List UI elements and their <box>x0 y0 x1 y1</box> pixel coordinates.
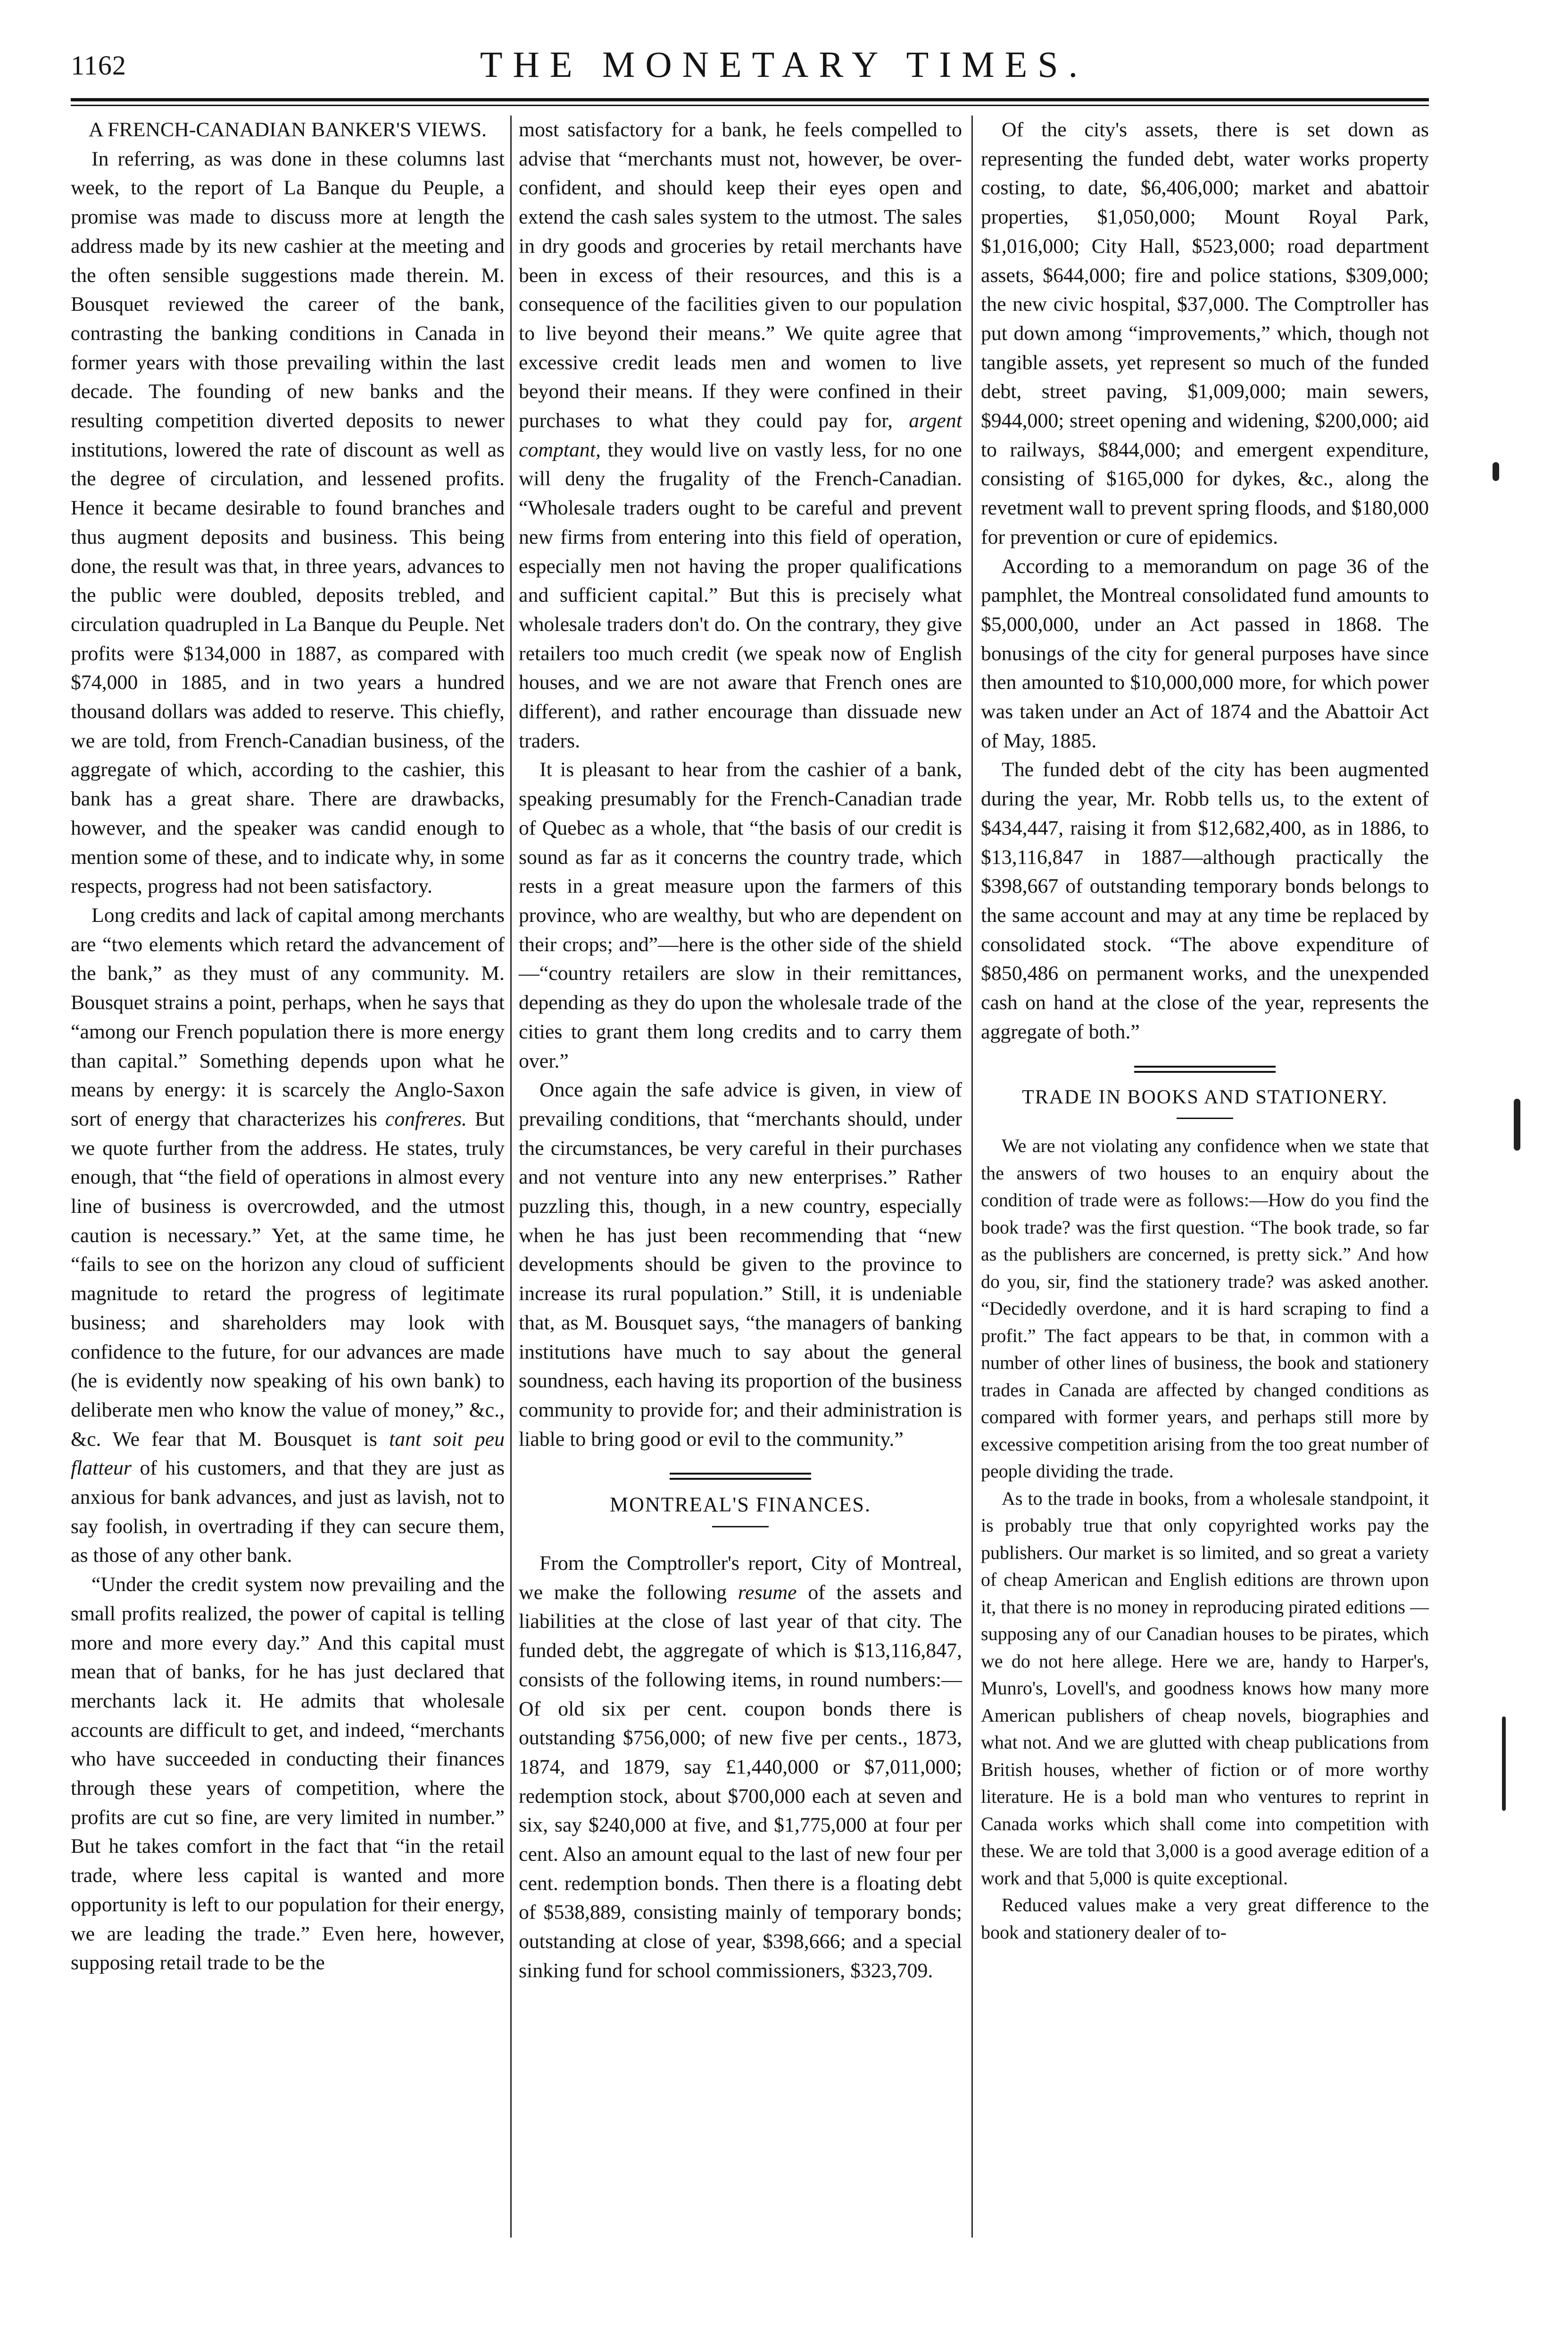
article-paragraph: As to the trade in books, from a wholesale standpoint, it is probably true that only copyrighted works pay the publishers. Our market is so limited, and so great a variety of cheap American and English editions are thrown upon it, that there is no money in reproducing pirated editions — supposing any of our Canadian houses to be pirates, which we do not here allege. Here we are, handy to Harper's, Munro's, Lovell's, and goodness knows how many more American publishers of cheap novels, biographies and what not. And we are glutted with cheap publications from British houses, whether of fiction or of more worthy literature. He is a bold man who ventures to reprint in Canada works which shall come into competition with these. We are told that 3,000 is a good average edition of a work and that 5,000 is quite exceptional. <box>981 1487 1429 1889</box>
column-divider-left <box>510 116 512 2238</box>
masthead-rule <box>71 98 1429 101</box>
margin-mark <box>1493 462 1499 481</box>
column-2 <box>519 116 962 1986</box>
italic-phrase: confreres. <box>385 1107 467 1130</box>
article-paragraph: Long credits and lack of capital among merchants are “two elements which retard the advancement of the bank,” as they must of any community. M. Bousquet strains a point, perhaps, when he says that “among our French population there is more energy than capital.” Something depends upon what he means by energy: it is scarcely the Anglo-Saxon sort of energy that characterizes his confreres. But we quote further from the address. He states, truly enough, that “the field of operations in almost every line of business is overcrowded, and the utmost caution is necessary.” Yet, at the same time, he “fails to see on the horizon any cloud of sufficient magnitude to retard the progress of legitimate business; and shareholders may look with confidence to the future, for our advances are made (he is evidently now speaking of his own bank) to deliberate men who know the value of money,” &c., &c. We fear that M. Bousquet is tant soit peu flatteur of his customers, and that they are just as anxious for bank advances, and just as lavish, not to say foolish, in overtrading if they can secure them, as those of any other bank. <box>71 904 505 1567</box>
italic-phrase: argent comptant, <box>519 409 962 461</box>
article-paragraph: Reduced values make a very great difference to the book and stationery dealer of to- <box>981 1894 1429 1943</box>
article-paragraph: The funded debt of the city has been augmented during the year, Mr. Robb tells us, to the extent of $434,447, raising it from $12,682,400, as in 1886, to $13,116,847 in 1887—although practically the $398,667 of outstanding temporary bonds belongs to the same account and may at any time be replaced by consolidated stock. “The above expenditure of $850,486 on permanent works, and the unexpended cash on hand at the close of the year, represents the aggregate of both.” <box>981 758 1429 1043</box>
margin-mark <box>1502 1716 1506 1811</box>
italic-phrase: resume <box>738 1581 797 1604</box>
title-underline <box>712 1526 769 1527</box>
article-paragraph: According to a memorandum on page 36 of the pamphlet, the Montreal consolidated fund amounts to $5,000,000, under an Act passed in 1868. The bonusings of the city for general purposes have since then amounted to $10,000,000 more, for which power was taken under an Act of 1874 and the Abattoir Act of May, 1885. <box>981 555 1429 752</box>
article-paragraph: We are not violating any confidence when we state that the answers of two houses to an enquiry about the condition of trade were as follows:—How do you find the book trade? was the first question. “The book trade, so far as the publishers are concerned, is pretty sick.” And how do you, sir, find the stationery trade? was asked another. “Decidedly overdone, and it is hard scraping to find a profit.” The fact appears to be that, in common with a number of other lines of business, the book and stationery trades in Canada are affected by changed conditions as compared with former years, and perhaps still more by excessive competition arising from the too great number of people dividing the trade. <box>981 1135 1429 1482</box>
section-separator <box>670 1473 811 1480</box>
article-paragraph: most satisfactory for a bank, he feels compelled to advise that “merchants must not, however, be over-confident, and should keep their eyes open and extend the cash sales system to the utmost. The sales in dry goods and groceries by retail merchants have been in excess of their resources, and this is a consequence of the facilities given to our population to live beyond their means.” We quite agree that excessive credit leads men and women to live beyond their means. If they were confined in their purchases to what they could pay for, argent comptant, they would live on vastly less, for no one will deny the frugality of the French-Canadian. “Wholesale traders ought to be careful and prevent new firms from entering into this field of operation, especially men not having the proper qualifications and sufficient capital.” But this is precisely what wholesale traders don't do. On the contrary, they give retailers too much credit (we speak now of English houses, and we are not aware that French ones are different), and rather encourage than dissuade new traders. <box>519 118 962 752</box>
page-number: 1162 <box>71 50 126 81</box>
article-title-books-stationery: TRADE IN BOOKS AND STATIONERY. <box>1022 1086 1388 1108</box>
article-paragraph: It is pleasant to hear from the cashier of a bank, speaking presumably for the French-Canadian trade of Quebec as a whole, that “the basis of our credit is sound as far as it concerns the country trade, which rests in a great measure upon the farmers of this province, who are wealthy, but who are dependent on their crops; and”—here is the other side of the shield—“country retailers are slow in their remittances, depending as they do upon the wholesale trade of the cities to grant them long credits and to carry them over.” <box>519 758 962 1072</box>
masthead: THE MONETARY TIMES. <box>480 44 1088 85</box>
article-paragraph: In referring, as was done in these columns last week, to the report of La Banque du Peuple, a promise was made to discuss more at length the address made by its new cashier at the meeting and the often sensible suggestions made therein. M. Bousquet reviewed the career of the bank, contrasting the banking conditions in Canada in former years with those prevailing within the last decade. The founding of new banks and the resulting competition diverted deposits to newer institutions, lowered the rate of discount as well as the degree of circulation, and lessened profits. Hence it became desirable to found branches and thus augment deposits and business. This being done, the result was that, in three years, advances to the public were doubled, deposits trebled, and circulation quadrupled in La Banque du Peuple. Net profits were $134,000 in 1887, as compared with $74,000 in 1885, and in two years a hundred thousand dollars was added to reserve. This chiefly, we are told, from French-Canadian business, of the aggregate of which, according to the cashier, this bank has a great share. There are drawbacks, however, and the speaker was candid enough to mention some of these, and to indicate why, in some respects, progress had not been satisfactory. <box>71 147 505 898</box>
article-paragraph: “Under the credit system now prevailing and the small profits realized, the power of capital is telling more and more every day.” And this capital must mean that of banks, for he has just declared that merchants lack it. He admits that wholesale accounts are difficult to get, and indeed, “merchants who have succeeded in conducting their finances through these years of competition, where the profits are cut so fine, are very limited in number.” But he takes comfort in the fact that “in the retail trade, where less capital is wanted and more opportunity is left to our population for their energy, we are leading the trade.” Even here, however, supposing retail trade to be the <box>71 1573 505 1974</box>
article-paragraph: Of the city's assets, there is set down as representing the funded debt, water works property costing, to date, $6,406,000; market and abattoir properties, $1,050,000; Mount Royal Park, $1,016,000; City Hall, $523,000; road department assets, $644,000; fire and police stations, $309,000; the new civic hospital, $37,000. The Comptroller has put down among “improvements,” which, though not tangible assets, yet represent so much of the funded debt, street paving, $1,009,000; main sewers, $944,000; street opening and widening, $200,000; aid to railways, $844,000; and emergent expenditure, consisting of $165,000 for dykes, &c., along the revetment wall to prevent spring floods, and $180,000 for prevention or cure of epidemics. <box>981 118 1429 548</box>
column-3 <box>981 116 1429 1946</box>
margin-mark <box>1514 1099 1520 1151</box>
section-separator <box>1134 1066 1276 1073</box>
article-paragraph: Once again the safe advice is given, in view of prevailing conditions, that “merchants should, under the circumstances, be very careful in their purchases and not venture into any new enterprises.” Rather puzzling this, though, in a new country, especially when he has just been recommending that “new developments should be given to the province to increase its rural population.” Still, it is undeniable that, as M. Bousquet says, “the managers of banking institutions have much to say about the general soundness, each having its proportion of the business community to provide for; and their administration is liable to bring good or evil to the community.” <box>519 1078 962 1451</box>
column-1 <box>71 116 505 1978</box>
title-underline <box>1177 1118 1233 1119</box>
article-title-french-canadian-banker: A FRENCH-CANADIAN BANKER'S VIEWS. <box>88 118 487 141</box>
article-paragraph: From the Comptroller's report, City of Montreal, we make the following resume of the assets and liabilities at the close of last year of that city. The funded debt, the aggregate of which is $13,116,847, consists of the following items, in round numbers:—Of old six per cent. coupon bonds there is outstanding $756,000; of new five per cents., 1873, 1874, and 1879, say £1,440,000 or $7,011,000; redemption stock, about $700,000 each at seven and six, say $240,000 at five, and $1,775,000 at four per cent. Also an amount equal to the last of new four per cent. redemption bonds. Then there is a floating debt of $538,889, consisting mainly of temporary bonds; outstanding at close of year, $398,666; and a special sinking fund for school commissioners, $323,709. <box>519 1552 962 1982</box>
article-title-montreal-finances: MONTREAL'S FINANCES. <box>610 1493 871 1517</box>
masthead-rule-thin <box>71 105 1429 106</box>
column-divider-right <box>971 116 973 2238</box>
italic-phrase: tant soit peu flatteur <box>71 1427 505 1480</box>
